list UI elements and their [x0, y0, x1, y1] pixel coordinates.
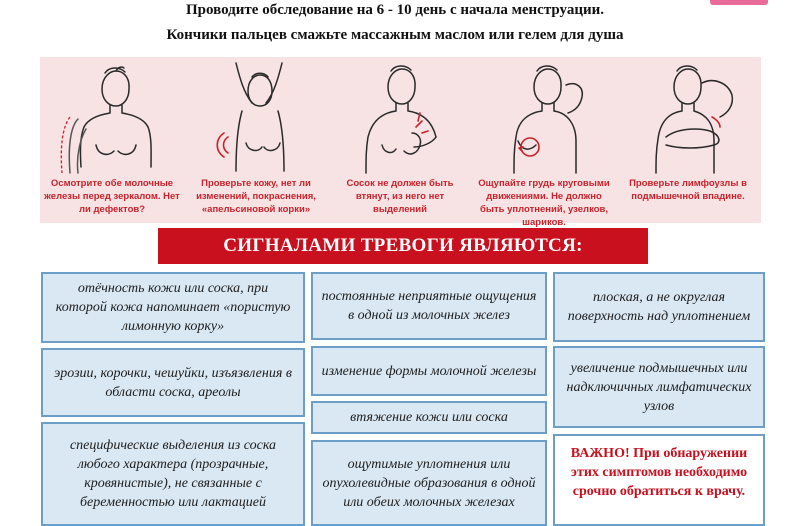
signal-text: отёчность кожи или соска, при которой кожа напоминает «пористую лимонную корку» [55, 281, 291, 334]
step-5-caption: Проверьте лимфоузлы в подмышечной впадине. [629, 178, 747, 202]
mirror-exam-icon [40, 59, 184, 177]
step-3-caption: Сосок не должен быть втянут, из него нет выделений [346, 178, 454, 215]
signal-card [41, 272, 305, 343]
signal-text: постоянные неприятные ощущения в одной из молочных желез [321, 289, 537, 323]
raised-arms-icon [184, 59, 328, 177]
circular-palpation-icon [472, 59, 616, 177]
self-exam-steps [40, 57, 761, 228]
step-2 [184, 57, 328, 223]
signal-text: изменение формы молочной железы [321, 363, 537, 379]
signal-card [41, 348, 305, 417]
signal-card [311, 440, 547, 526]
instruction-line-2: Кончики пальцев смажьте массажным маслом или гелем для душа [166, 27, 624, 43]
signal-text: ощутимые уплотнения или опухолевидные образования в одной или обеих молочных железах [322, 456, 536, 510]
step-5 [616, 57, 760, 223]
step-2-caption: Проверьте кожу, нет ли изменений, покраснения, «апельсиновой корки» [196, 178, 316, 215]
armpit-lymph-icon [616, 59, 760, 177]
important-notice [553, 434, 765, 526]
signal-card [41, 422, 305, 526]
nipple-check-icon [328, 59, 472, 177]
signal-card [311, 272, 547, 340]
step-3 [328, 57, 472, 223]
step-1 [40, 57, 184, 223]
signal-text: специфические выделения из соска любого характера (прозрачные, кровянистые), не связанные с беременностью или лактацией [69, 438, 277, 510]
step-4 [472, 57, 616, 228]
instruction-line-1: Проводите обследование на 6 - 10 день с начала менструации. [185, 2, 604, 18]
signal-text: плоская, а не округлая поверхность над уплотнением [567, 290, 751, 324]
step-4-caption: Ощупайте грудь круговыми движениями. Не должно быть уплотнений, узелков, шариков. [478, 178, 610, 228]
signal-text: втяжение кожи или соска [350, 410, 508, 425]
signal-text: эрозии, корочки, чешуйки, изъязвления в области соска, ареолы [54, 365, 292, 400]
important-text: ВАЖНО! При обнаружении этих симптомов необходимо срочно обратиться к врачу. [570, 446, 748, 499]
signal-card [553, 272, 765, 342]
signal-card [553, 346, 765, 428]
signal-card [311, 401, 547, 434]
step-1-caption: Осмотрите обе молочные железы перед зеркалом. Нет ли дефектов? [44, 178, 180, 215]
signal-card [311, 346, 547, 396]
warning-signals-banner: СИГНАЛАМИ ТРЕВОГИ ЯВЛЯЮТСЯ: [158, 228, 648, 264]
signal-text: увеличение подмышечных или надключичных лимфатических узлов [566, 360, 752, 414]
